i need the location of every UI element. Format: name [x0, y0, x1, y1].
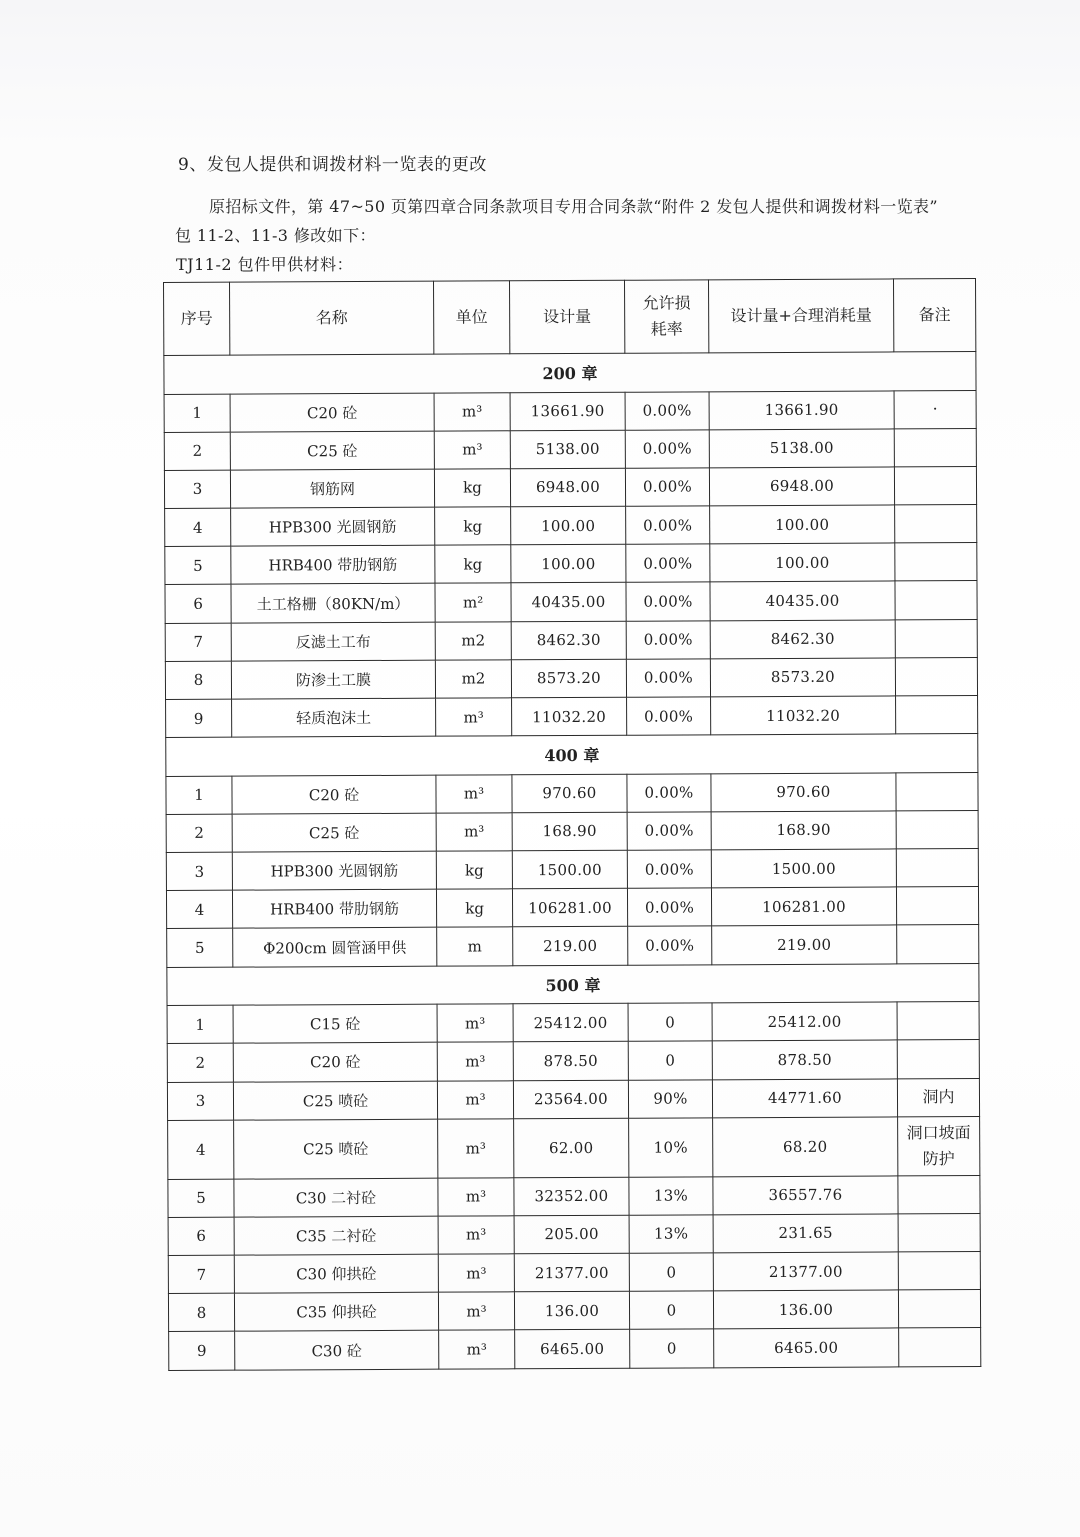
cell-design-qty: 11032.20	[512, 697, 627, 736]
cell-name: 防渗土工膜	[231, 660, 435, 699]
cell-loss-rate: 0.00%	[627, 888, 711, 927]
cell-design-qty: 25412.00	[513, 1003, 628, 1042]
table-row	[167, 925, 979, 967]
cell-design-qty: 8573.20	[511, 659, 626, 698]
cell-remark	[897, 925, 979, 964]
cell-no: 5	[167, 929, 233, 968]
table-row	[167, 1078, 979, 1120]
table-row	[168, 1290, 980, 1332]
cell-remark	[897, 1002, 979, 1041]
cell-loss-rate: 0.00%	[626, 582, 710, 621]
cell-remark	[894, 428, 976, 467]
cell-total-qty: 36557.76	[713, 1176, 898, 1215]
cell-unit: m³	[438, 1292, 514, 1331]
cell-remark	[896, 849, 978, 888]
cell-total-qty: 106281.00	[711, 887, 896, 926]
section-title: 500 章	[167, 963, 979, 1005]
cell-design-qty: 106281.00	[512, 888, 627, 927]
table-row	[164, 466, 976, 508]
cell-total-qty: 6948.00	[709, 467, 894, 506]
cell-unit: m	[437, 927, 513, 966]
cell-no: 2	[164, 432, 230, 471]
cell-design-qty: 205.00	[514, 1215, 629, 1254]
cell-design-qty: 100.00	[511, 544, 626, 583]
cell-unit: m³	[438, 1177, 514, 1216]
cell-remark	[894, 466, 976, 505]
table-row	[165, 657, 977, 699]
cell-design-qty: 23564.00	[513, 1080, 628, 1119]
cell-total-qty: 13661.90	[709, 390, 894, 429]
cell-unit: m³	[438, 1118, 514, 1177]
cell-total-qty: 231.65	[713, 1214, 898, 1253]
cell-remark: ·	[894, 390, 976, 429]
cell-remark	[898, 1175, 980, 1214]
materials-table	[163, 278, 981, 1371]
cell-no: 9	[166, 699, 232, 738]
cell-design-qty: 970.60	[512, 774, 627, 813]
cell-remark	[898, 1290, 980, 1329]
cell-unit: m2	[435, 660, 511, 699]
table-row	[165, 581, 977, 623]
cell-name: C25 砼	[232, 813, 436, 852]
cell-loss-rate: 13%	[629, 1177, 713, 1216]
table-row	[166, 849, 978, 891]
cell-total-qty: 136.00	[713, 1290, 898, 1329]
cell-no: 1	[167, 1005, 233, 1044]
cell-loss-rate: 0	[628, 1041, 712, 1080]
cell-name: Φ200cm 圆管涵甲供	[233, 928, 437, 967]
cell-total-qty: 878.50	[712, 1040, 897, 1079]
cell-total-qty: 44771.60	[712, 1078, 897, 1117]
cell-no: 4	[165, 508, 231, 547]
cell-remark	[899, 1328, 981, 1367]
cell-total-qty: 40435.00	[710, 581, 895, 620]
cell-total-qty: 11032.20	[711, 696, 896, 735]
cell-unit: m²	[435, 583, 511, 622]
cell-unit: m³	[436, 774, 512, 813]
cell-loss-rate: 0	[628, 1003, 712, 1042]
col-header-design-qty: 设计量	[509, 280, 624, 354]
cell-no: 7	[165, 623, 231, 662]
cell-name: 土工格栅（80KN/m）	[231, 584, 435, 623]
cell-design-qty: 62.00	[514, 1118, 629, 1178]
cell-design-qty: 1500.00	[512, 850, 627, 889]
cell-unit: m³	[437, 1080, 513, 1119]
cell-no: 6	[165, 585, 231, 624]
cell-design-qty: 13661.90	[510, 392, 625, 431]
table-body	[164, 352, 981, 1371]
cell-unit: m³	[437, 1004, 513, 1043]
cell-name: C35 仰拱砼	[234, 1292, 438, 1331]
cell-no: 9	[169, 1332, 235, 1371]
section-heading: 9、发包人提供和调拨材料一览表的更改	[178, 155, 487, 175]
cell-no: 7	[168, 1255, 234, 1294]
table-row	[164, 428, 976, 470]
cell-unit: m³	[434, 430, 510, 469]
cell-name: HRB400 带肋钢筋	[231, 545, 435, 584]
cell-remark	[895, 581, 977, 620]
cell-remark	[896, 772, 978, 811]
cell-unit: m³	[436, 698, 512, 737]
cell-name: C20 砼	[230, 393, 434, 432]
col-header-loss-rate: 允许损耗率	[624, 280, 708, 353]
cell-remark	[895, 505, 977, 544]
cell-loss-rate: 0	[629, 1253, 713, 1292]
cell-unit: kg	[436, 851, 512, 890]
cell-total-qty: 5138.00	[709, 429, 894, 468]
table-row	[168, 1213, 980, 1255]
cell-loss-rate: 0.00%	[625, 468, 709, 507]
cell-loss-rate: 0	[630, 1329, 714, 1368]
cell-remark	[896, 696, 978, 735]
cell-total-qty: 25412.00	[712, 1002, 897, 1041]
cell-loss-rate: 10%	[629, 1118, 713, 1177]
table-row	[166, 696, 978, 738]
cell-total-qty: 100.00	[710, 543, 895, 582]
amendment-paragraph: 原招标文件，第 47~50 页第四章合同条款项目专用合同条款“附件 2 发包人提供和调拨材料一览表” 包 11-2、11-3 修改如下：	[175, 197, 939, 245]
cell-no: 3	[164, 470, 230, 509]
cell-remark	[895, 543, 977, 582]
cell-no: 1	[166, 776, 232, 815]
cell-loss-rate: 13%	[629, 1215, 713, 1254]
cell-no: 4	[168, 1120, 234, 1179]
cell-unit: m³	[437, 1042, 513, 1081]
cell-loss-rate: 0	[629, 1291, 713, 1330]
cell-no: 5	[165, 546, 231, 585]
cell-design-qty: 21377.00	[514, 1253, 629, 1292]
cell-name: C20 砼	[232, 775, 436, 814]
table-row	[168, 1116, 980, 1179]
cell-design-qty: 5138.00	[510, 430, 625, 469]
cell-loss-rate: 0.00%	[627, 697, 711, 736]
cell-name: C35 二衬砼	[234, 1216, 438, 1255]
cell-remark: 洞内	[897, 1078, 979, 1117]
cell-loss-rate: 90%	[628, 1079, 712, 1118]
cell-remark	[895, 657, 977, 696]
cell-unit: m³	[434, 392, 510, 431]
cell-remark	[898, 1252, 980, 1291]
table-row	[166, 887, 978, 929]
cell-name: C25 喷砼	[233, 1081, 437, 1120]
table-row	[166, 810, 978, 852]
cell-name: 轻质泡沫土	[232, 698, 436, 737]
cell-name: HRB400 带肋钢筋	[232, 889, 436, 928]
cell-no: 2	[166, 814, 232, 853]
cell-remark	[896, 810, 978, 849]
cell-total-qty: 68.20	[713, 1117, 898, 1177]
cell-no: 1	[164, 394, 230, 433]
cell-loss-rate: 0.00%	[626, 659, 710, 698]
cell-no: 6	[168, 1217, 234, 1256]
cell-design-qty: 219.00	[513, 927, 628, 966]
cell-remark	[898, 1213, 980, 1252]
cell-design-qty: 168.90	[512, 812, 627, 851]
cell-loss-rate: 0.00%	[625, 391, 709, 430]
section-row	[167, 963, 979, 1005]
col-header-remark: 备注	[893, 279, 975, 352]
package-subheading: TJ11-2 包件甲供材料：	[176, 255, 354, 274]
cell-no: 5	[168, 1179, 234, 1218]
cell-design-qty: 6948.00	[510, 468, 625, 507]
cell-unit: kg	[435, 545, 511, 584]
cell-total-qty: 21377.00	[713, 1252, 898, 1291]
cell-unit: m³	[436, 813, 512, 852]
cell-no: 3	[166, 852, 232, 891]
cell-name: HPB300 光圆钢筋	[231, 507, 435, 546]
cell-unit: kg	[436, 889, 512, 928]
section-row	[164, 352, 976, 394]
cell-unit: m2	[435, 621, 511, 660]
col-header-unit: 单位	[433, 281, 509, 354]
table-row	[167, 1002, 979, 1044]
cell-loss-rate: 0.00%	[626, 620, 710, 659]
cell-loss-rate: 0.00%	[628, 926, 712, 965]
cell-name: C30 仰拱砼	[234, 1254, 438, 1293]
table-row	[168, 1252, 980, 1294]
section-title: 200 章	[164, 352, 976, 394]
cell-loss-rate: 0.00%	[627, 774, 711, 813]
cell-name: HPB300 光圆钢筋	[232, 851, 436, 890]
cell-total-qty: 970.60	[711, 773, 896, 812]
cell-unit: m³	[438, 1216, 514, 1255]
cell-total-qty: 219.00	[712, 925, 897, 964]
cell-remark: 洞口坡面防护	[898, 1116, 980, 1175]
cell-name: 钢筋网	[230, 469, 434, 508]
cell-unit: kg	[434, 469, 510, 508]
cell-no: 4	[166, 890, 232, 929]
cell-loss-rate: 0.00%	[627, 812, 711, 851]
cell-design-qty: 6465.00	[515, 1330, 630, 1369]
cell-unit: m³	[438, 1254, 514, 1293]
table-row	[167, 1040, 979, 1082]
cell-unit: m³	[439, 1330, 515, 1369]
col-header-no: 序号	[164, 282, 230, 355]
cell-design-qty: 8462.30	[511, 621, 626, 660]
cell-total-qty: 8462.30	[710, 620, 895, 659]
cell-design-qty: 32352.00	[514, 1177, 629, 1216]
cell-total-qty: 8573.20	[710, 658, 895, 697]
section-title: 400 章	[166, 734, 978, 776]
cell-loss-rate: 0.00%	[627, 850, 711, 889]
cell-name: C25 砼	[230, 431, 434, 470]
cell-design-qty: 878.50	[513, 1042, 628, 1081]
col-header-name: 名称	[230, 281, 434, 355]
table-row	[164, 390, 976, 432]
cell-total-qty: 168.90	[711, 811, 896, 850]
table-row	[168, 1175, 980, 1217]
table-row	[166, 772, 978, 814]
cell-unit: kg	[435, 507, 511, 546]
cell-loss-rate: 0.00%	[626, 544, 710, 583]
cell-name: C20 砼	[233, 1042, 437, 1081]
table-row	[169, 1328, 981, 1370]
table-header-row	[164, 279, 976, 356]
section-row	[166, 734, 978, 776]
cell-total-qty: 100.00	[710, 505, 895, 544]
cell-no: 8	[168, 1293, 234, 1332]
table-row	[165, 505, 977, 547]
cell-name: C30 砼	[235, 1331, 439, 1370]
cell-no: 2	[167, 1043, 233, 1082]
cell-design-qty: 136.00	[514, 1291, 629, 1330]
cell-design-qty: 100.00	[511, 506, 626, 545]
cell-no: 8	[165, 661, 231, 700]
cell-remark	[895, 619, 977, 658]
col-header-total-qty: 设计量+合理消耗量	[708, 279, 893, 353]
cell-no: 3	[167, 1082, 233, 1121]
cell-name: C15 砼	[233, 1004, 437, 1043]
cell-loss-rate: 0.00%	[625, 430, 709, 469]
cell-design-qty: 40435.00	[511, 583, 626, 622]
cell-name: 反滤土工布	[231, 622, 435, 661]
cell-loss-rate: 0.00%	[626, 506, 710, 545]
cell-remark	[897, 1040, 979, 1079]
cell-remark	[896, 887, 978, 926]
cell-name: C30 二衬砼	[234, 1178, 438, 1217]
cell-total-qty: 1500.00	[711, 849, 896, 888]
cell-name: C25 喷砼	[234, 1119, 438, 1179]
cell-total-qty: 6465.00	[714, 1328, 899, 1367]
table-row	[165, 543, 977, 585]
table-row	[165, 619, 977, 661]
